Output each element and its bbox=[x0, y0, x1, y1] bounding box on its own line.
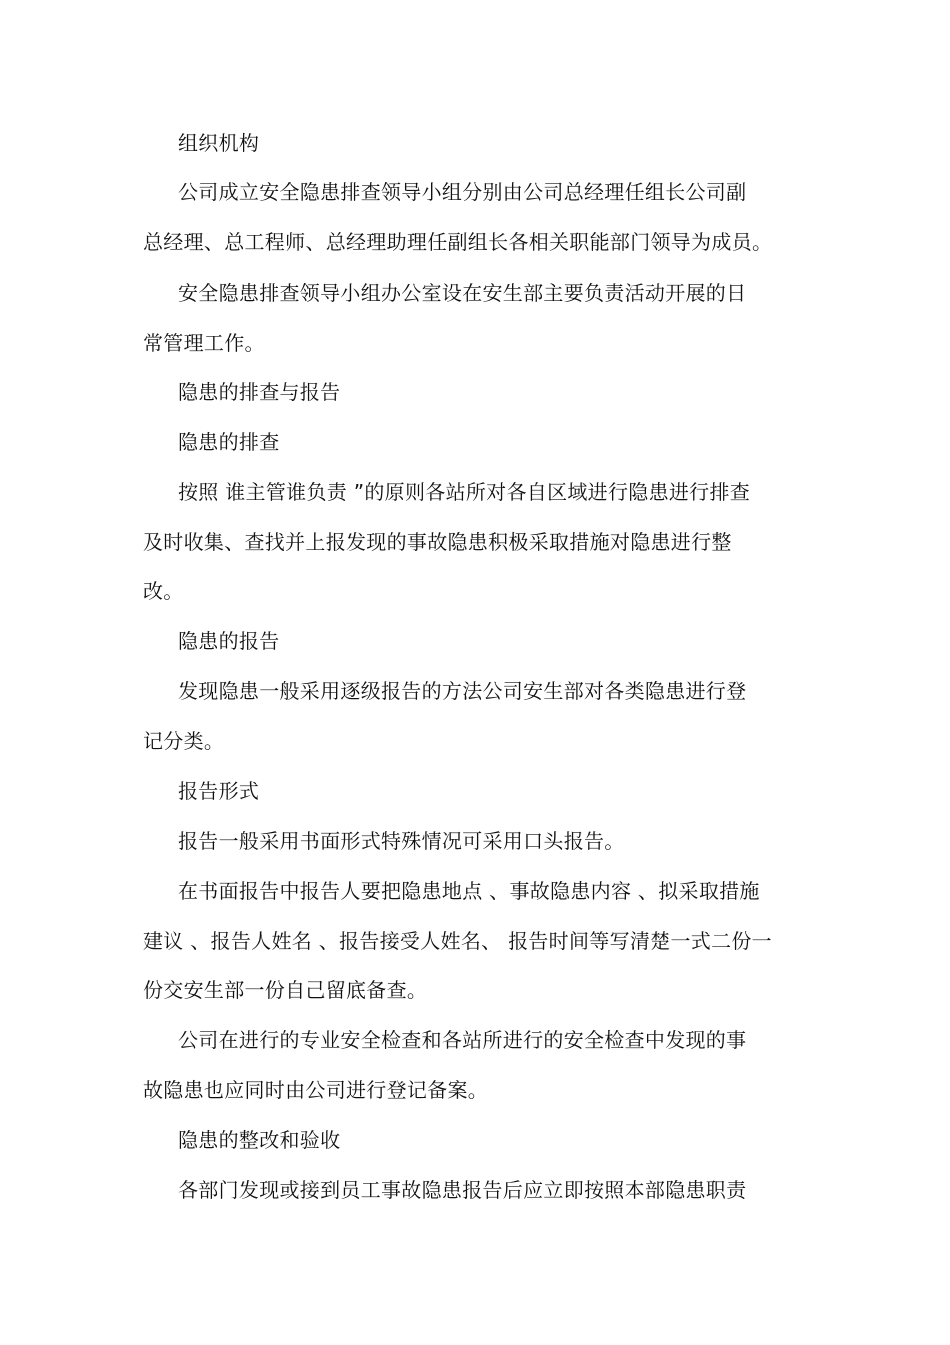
paragraph-line: 在书面报告中报告人要把隐患地点 、事故隐患内容 、拟采取措施 bbox=[178, 879, 760, 903]
paragraph-line: 报告一般采用书面形式特殊情况可采用口头报告。 bbox=[178, 829, 625, 853]
paragraph-line: 故隐患也应同时由公司进行登记备案。 bbox=[143, 1078, 489, 1102]
heading-report: 隐患的报告 bbox=[178, 629, 280, 653]
heading-organization: 组织机构 bbox=[178, 131, 260, 155]
paragraph-line: 安全隐患排查领导小组办公室设在安生部主要负责活动开展的日 bbox=[178, 281, 747, 305]
paragraph-line: 记分类。 bbox=[143, 729, 225, 753]
heading-inspection-report: 隐患的排查与报告 bbox=[178, 380, 341, 404]
heading-rectification: 隐患的整改和验收 bbox=[178, 1128, 341, 1152]
paragraph-line: 总经理、总工程师、总经理助理任副组长各相关职能部门领导为成员。 bbox=[143, 230, 773, 254]
paragraph-line: 按照 谁主管谁负责 ”的原则各站所对各自区域进行隐患进行排查 bbox=[178, 480, 751, 504]
heading-inspection: 隐患的排查 bbox=[178, 430, 280, 454]
heading-report-form: 报告形式 bbox=[178, 779, 260, 803]
paragraph-line: 发现隐患一般采用逐级报告的方法公司安生部对各类隐患进行登 bbox=[178, 679, 747, 703]
paragraph-line: 公司在进行的专业安全检查和各站所进行的安全检查中发现的事 bbox=[178, 1028, 747, 1052]
paragraph-line: 常管理工作。 bbox=[143, 331, 265, 355]
paragraph-line: 建议 、报告人姓名 、报告接受人姓名、 报告时间等写清楚一式二份一 bbox=[143, 929, 772, 953]
paragraph-line: 公司成立安全隐患排查领导小组分别由公司总经理任组长公司副 bbox=[178, 180, 747, 204]
paragraph-line: 改。 bbox=[143, 579, 184, 603]
paragraph-line: 份交安生部一份自己留底备查。 bbox=[143, 978, 428, 1002]
paragraph-line: 及时收集、查找并上报发现的事故隐患积极采取措施对隐患进行整 bbox=[143, 530, 732, 554]
paragraph-line: 各部门发现或接到员工事故隐患报告后应立即按照本部隐患职责 bbox=[178, 1178, 747, 1202]
